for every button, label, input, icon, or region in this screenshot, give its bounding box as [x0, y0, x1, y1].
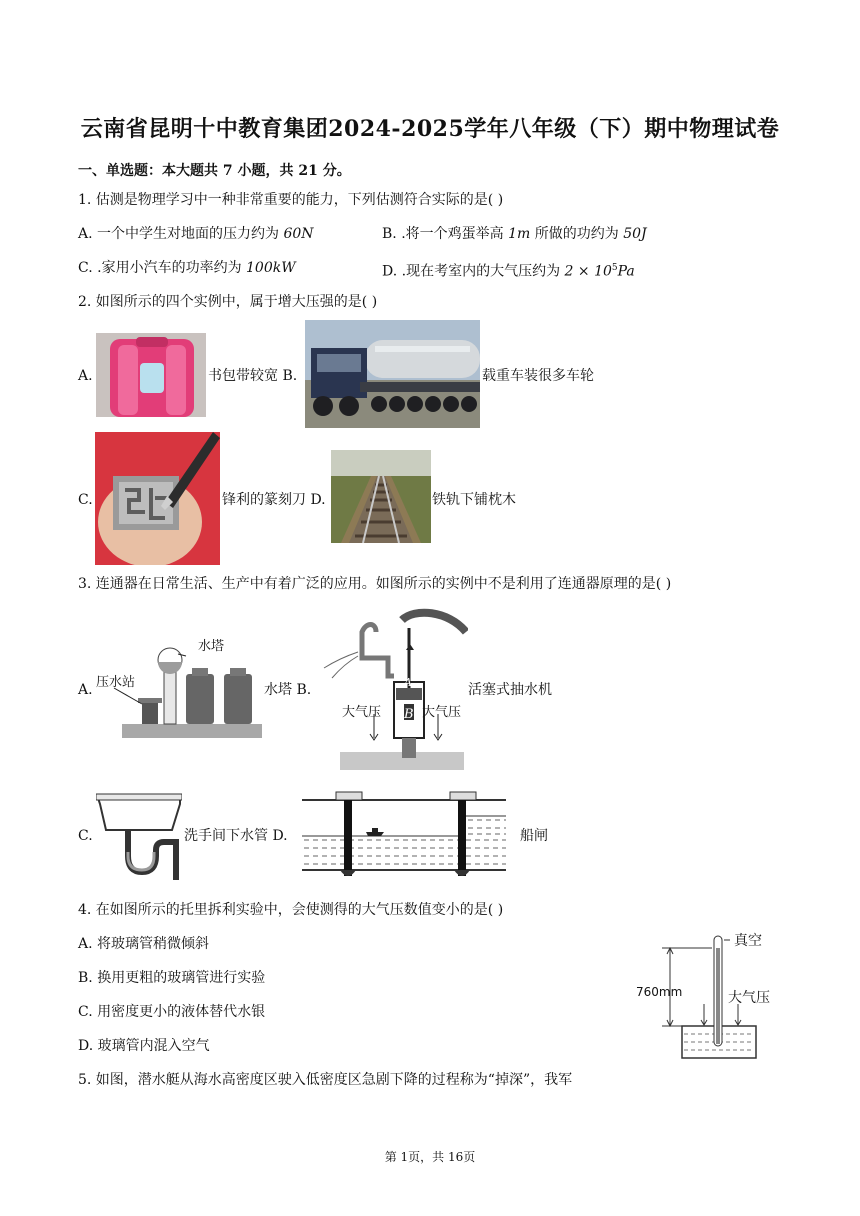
heavy-truck-photo [305, 320, 480, 428]
piston-pump-diagram [318, 606, 468, 774]
q1-option-d: D. .现在考室内的大气压约为 $2 \times 10^5Pa$ [382, 263, 635, 280]
seal-carving-photo [95, 432, 220, 565]
q2-option-a-label: 书包带较宽 B. [208, 368, 298, 384]
q2-option-c-label: 锋利的篆刻刀 D. [222, 492, 326, 508]
q2-option-b-label: 载重车装很多车轮 [482, 368, 594, 384]
atm-pressure-label: 大气压 [728, 990, 770, 1006]
q4-option-c: C. 用密度更小的液体替代水银 [78, 1004, 266, 1020]
q1-stem: 1. 估测是物理学习中一种非常重要的能力，下列估测符合实际的是( ) [78, 192, 504, 208]
q3-option-c-letter: C. [78, 828, 93, 844]
atm-left-label: 大气压 [342, 705, 382, 720]
height-760mm-label: 760mm [636, 985, 683, 999]
q4-option-b: B. 换用更粗的玻璃管进行实验 [78, 970, 266, 986]
section-heading: 一、单选题：本大题共 7 小题，共 21 分。 [78, 163, 351, 179]
q4-option-a: A. 将玻璃管稍微倾斜 [78, 936, 210, 952]
railway-track-photo [331, 450, 431, 543]
water-tower-diagram [94, 632, 264, 740]
exam-title: 云南省昆明十中教育集团2024-2025学年八年级（下）期中物理试卷 [80, 116, 780, 142]
q3-option-c-label: 洗手间下水管 D. [184, 828, 288, 844]
q2-option-a-letter: A. [78, 368, 93, 384]
q3-option-a-letter: A. [78, 682, 93, 698]
q1-option-b: B. .将一个鸡蛋举高 1m 所做的功约为 50J [382, 226, 647, 242]
q3-option-b-label: 活塞式抽水机 [468, 682, 552, 698]
q2-stem: 2. 如图所示的四个实例中，属于增大压强的是( ) [78, 294, 378, 310]
q3-option-d-label: 船闸 [520, 828, 548, 844]
sink-drain-diagram [96, 792, 182, 882]
q1-option-a: A. 一个中学生对地面的压力约为 60N [78, 226, 314, 242]
water-tower-caption: 水塔 [198, 639, 225, 654]
vacuum-label: 真空 [734, 933, 762, 949]
q1-option-c: C. .家用小汽车的功率约为 100kW [78, 260, 296, 276]
q2-option-c-letter: C. [78, 492, 93, 508]
atm-right-label: 大气压 [422, 705, 462, 720]
q4-option-d: D. 玻璃管内混入空气 [78, 1038, 210, 1054]
valve-a-label: A [404, 676, 412, 689]
q2-option-d-label: 铁轨下铺枕木 [432, 492, 516, 508]
valve-b-label: B [404, 707, 414, 722]
q5-stem: 5. 如图，潜水艇从海水高密度区驶入低密度区急剧下降的过程称为“掉深”，我军 [78, 1072, 573, 1088]
q4-stem: 4. 在如图所示的托里拆利实验中，会使测得的大气压数值变小的是( ) [78, 902, 504, 918]
backpack-photo [96, 333, 206, 417]
q3-stem: 3. 连通器在日常生活、生产中有着广泛的应用。如图所示的实例中不是利用了连通器原理的是( ) [78, 576, 672, 592]
pump-station-caption: 压水站 [96, 675, 136, 690]
q3-option-a-label: 水塔 B. [264, 682, 312, 698]
page-footer: 第 1页，共 16页 [384, 1150, 476, 1164]
ship-lock-diagram [300, 790, 510, 882]
torricelli-diagram [634, 928, 784, 1062]
